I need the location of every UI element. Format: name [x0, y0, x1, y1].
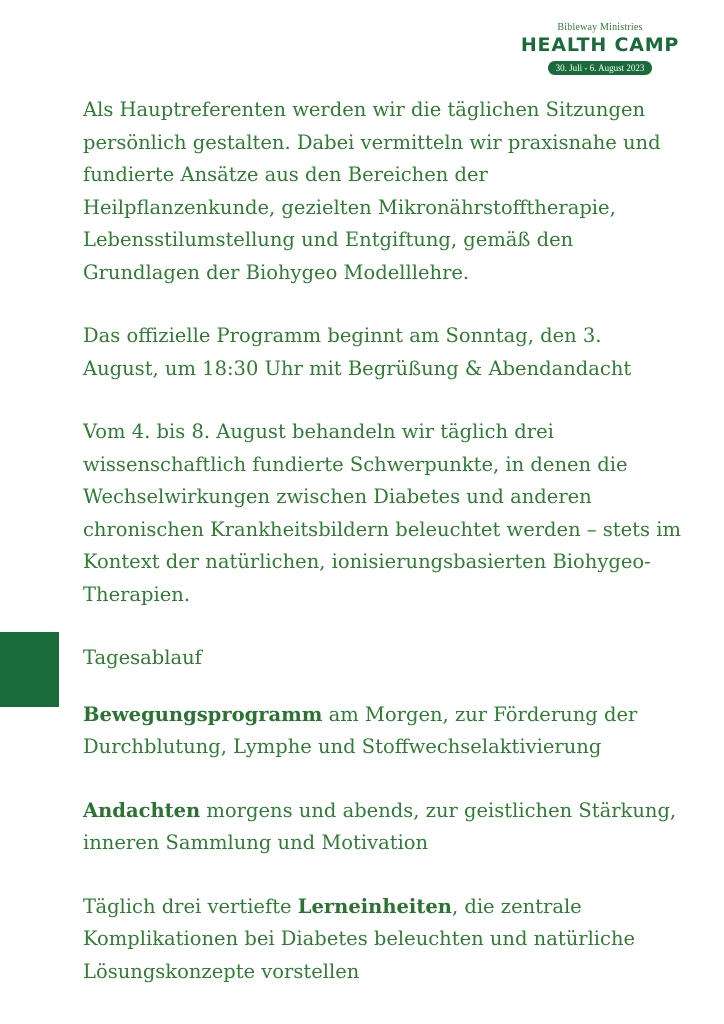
learning-label: Lerneinheiten	[297, 894, 452, 918]
logo-title: HEALTH CAMP	[520, 34, 680, 56]
intro-paragraph: Als Hauptreferenten werden wir die täglichen Sitzungen persönlich gestalten. Dabei vermitteln wir praxisnahe und fundierte Ansätze aus den Bereichen der Heilpflanzenkunde, gezielten Mikronährstofftherapie, Lebensstilumstellung und Entgiftung, gemäß den Grundlagen der Biohygeo Modelllehre.	[83, 98, 661, 284]
logo-date-badge: 30. Juli - 6. August 2023	[548, 61, 653, 75]
schedule-devotion-item	[83, 795, 683, 860]
learning-description: , die zentrale Komplikationen bei Diabetes beleuchten und natürliche Lösungskonzepte vorstellen	[83, 894, 636, 983]
exercise-label: Bewegungsprogramm	[83, 702, 323, 726]
health-camp-logo	[512, 22, 688, 75]
exercise-description: am Morgen, zur Förderung der Durchblutung, Lymphe und Stoffwechselaktivierung	[83, 702, 638, 758]
logo-organization: Bibleway Ministries	[557, 22, 643, 33]
devotion-label: Andachten	[83, 798, 201, 822]
document-body	[83, 94, 683, 1019]
schedule-heading: Tagesablauf	[83, 646, 202, 669]
program-start-paragraph: Das offizielle Programm beginnt am Sonntag, den 3. August, um 18:30 Uhr mit Begrüßung & Abendandacht	[83, 324, 632, 380]
side-accent-block	[0, 632, 59, 707]
learning-prefix: Täglich drei vertiefte	[83, 894, 298, 918]
focus-paragraph: Vom 4. bis 8. August behandeln wir täglich drei wissenschaftlich fundierte Schwerpunkte, in denen die Wechselwirkungen zwischen Diabetes und anderen chronischen Krankheitsbildern beleuchtet werden – stets im Kontext der natürlichen, ionisierungsbasierten Biohygeo-Therapien.	[83, 420, 681, 606]
devotion-description: morgens und abends, zur geistlichen Stärkung, inneren Sammlung und Motivation	[83, 798, 677, 854]
schedule-learning-item	[83, 891, 683, 989]
schedule-exercise-item	[83, 699, 683, 764]
